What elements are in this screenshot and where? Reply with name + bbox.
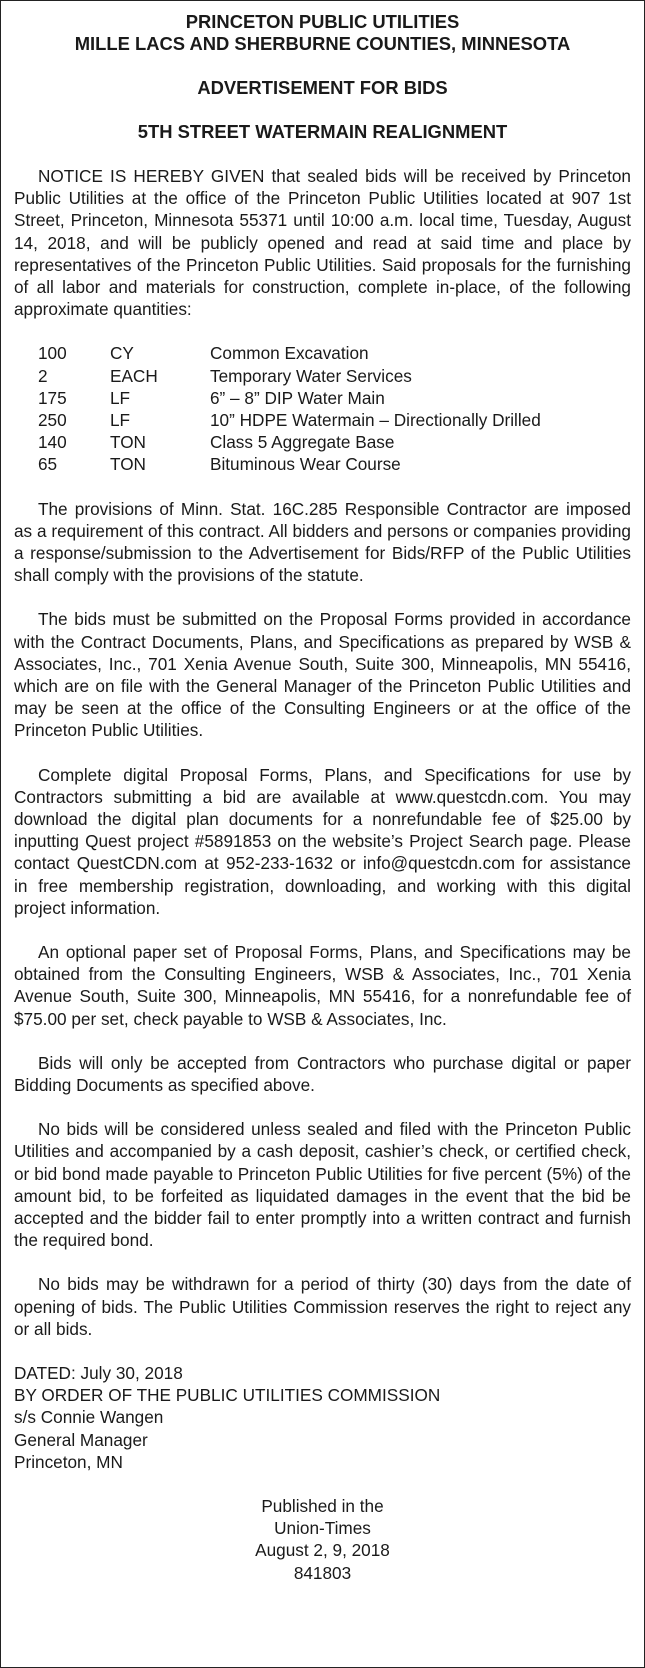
paper-set-paragraph: An optional paper set of Proposal Forms, Plans, and Specifications may be obtained from the Consulting Engineers, WSB & Associates, Inc., 701 Xenia Avenue South, Suite 300, Minneapolis, MN 55416, for a nonrefundable fee of $75.00 per set, check payable to WSB & Associates, Inc. xyxy=(14,942,631,1029)
item-qty: 175 xyxy=(38,387,67,408)
publication-dates: August 2, 9, 2018 xyxy=(255,1540,390,1561)
project-title: 5TH STREET WATERMAIN REALIGNMENT xyxy=(137,121,508,142)
list-item xyxy=(14,409,631,431)
item-qty: 2 xyxy=(38,365,48,386)
bid-security-paragraph: No bids will be considered unless sealed and filed with the Princeton Public Utilities and accompanied by a cash deposit, cashier’s check, or certified check, or bid bond made payable to Princeton Public Utilities for five percent (5%) of the amount bid, to be forfeited as liquidated damages in the event that the bid be accepted and the bidder fail to enter promptly into a written contract and furnish the required bond. xyxy=(14,1119,631,1251)
list-item xyxy=(14,453,631,475)
accepted-bids-paragraph: Bids will only be accepted from Contractors who purchase digital or paper Bidding Documents as specified above. xyxy=(14,1052,631,1096)
item-qty: 250 xyxy=(38,409,67,430)
item-desc: Common Excavation xyxy=(210,343,369,364)
notice-title: ADVERTISEMENT FOR BIDS xyxy=(197,77,448,98)
digital-documents-paragraph: Complete digital Proposal Forms, Plans, and Specifications for use by Contractors submitting a bid are available at www.questcdn.com. You may download the digital plan documents for a nonrefundable fee of $25.00 by inputting Quest project #5891853 on the website’s Project Search page. Please contact QuestCDN.com at 952-233-1632 or info@​questcdn.com for assistance in free membership registration, downloading, and working with this digital project information. xyxy=(14,764,631,918)
published-in: Published in the xyxy=(261,1496,384,1517)
item-unit: LF xyxy=(110,387,131,408)
item-desc: Class 5 Aggregate Base xyxy=(210,432,395,453)
order-line: BY ORDER OF THE PUBLIC UTILITIES COMMISSION xyxy=(14,1385,441,1406)
signoff-block xyxy=(14,1362,631,1473)
counties-line: MILLE LACS AND SHERBURNE COUNTIES, MINNESOTA xyxy=(74,33,571,54)
role-line: General Manager xyxy=(14,1429,148,1450)
proposal-forms-paragraph: The bids must be submitted on the Proposal Forms provided in accordance with the Contract Documents, Plans, and Specifications as prepared by WSB & Associates, Inc., 701 Xenia Avenue South, Suite 300, Minneapolis, MN 55416, which are on file with the General Manager of the Princeton Public Utilities and may be seen at the office of the Consulting Engineers or at the office of the Princeton Public Utilities. xyxy=(14,609,631,741)
list-item xyxy=(14,342,631,364)
quantities-list xyxy=(14,342,631,475)
item-desc: Bituminous Wear Course xyxy=(210,454,401,475)
list-item xyxy=(14,365,631,387)
item-qty: 100 xyxy=(38,343,67,364)
newspaper-name: Union-Times xyxy=(274,1518,371,1539)
intro-paragraph: NOTICE IS HEREBY GIVEN that sealed bids will be received by Princeton Public Utilities at the office of the Princeton Public Utilities located at 907 1st Street, Princeton, Minnesota 55371 until 10:00 a.m. local time, Tuesday, August 14, 2018, and will be publicly opened and read at said time and place by representatives of the Princeton Public Utilities. Said proposals for the furnishing of all labor and materials for construction, complete in-place, of the following approximate quantities: xyxy=(14,166,631,320)
contractor-statute-paragraph: The provisions of Minn. Stat. 16C.285 Responsible Contractor are imposed as a requirement of this contract. All bidders and persons or companies providing a response/submission to the Advertisement for Bids/RFP of the Public Utilities shall comply with the provisions of the statute. xyxy=(14,498,631,586)
place-line: Princeton, MN xyxy=(14,1451,123,1472)
list-item xyxy=(14,431,631,453)
item-qty: 65 xyxy=(38,454,58,475)
item-unit: EACH xyxy=(110,365,158,386)
item-desc: Temporary Water Services xyxy=(210,365,412,386)
org-name: PRINCETON PUBLIC UTILITIES xyxy=(185,11,460,32)
item-unit: CY xyxy=(110,343,134,364)
item-desc: 10” HDPE Watermain – Directionally Drilled xyxy=(210,409,541,430)
item-desc: 6” – 8” DIP Water Main xyxy=(210,387,385,408)
item-unit: TON xyxy=(110,432,146,453)
item-unit: LF xyxy=(110,409,131,430)
publication-block xyxy=(14,1495,631,1584)
list-item xyxy=(14,387,631,409)
notice-id: 841803 xyxy=(293,1562,352,1583)
withdrawal-paragraph: No bids may be withdrawn for a period of thirty (30) days from the date of opening of bids. The Public Utilities Commission reserves the right to reject any or all bids. xyxy=(14,1274,631,1339)
signature-line: s/s Connie Wangen xyxy=(14,1407,164,1428)
item-qty: 140 xyxy=(38,432,67,453)
dated-line: DATED: July 30, 2018 xyxy=(14,1363,183,1384)
notice-header xyxy=(14,11,631,143)
item-unit: TON xyxy=(110,454,146,475)
